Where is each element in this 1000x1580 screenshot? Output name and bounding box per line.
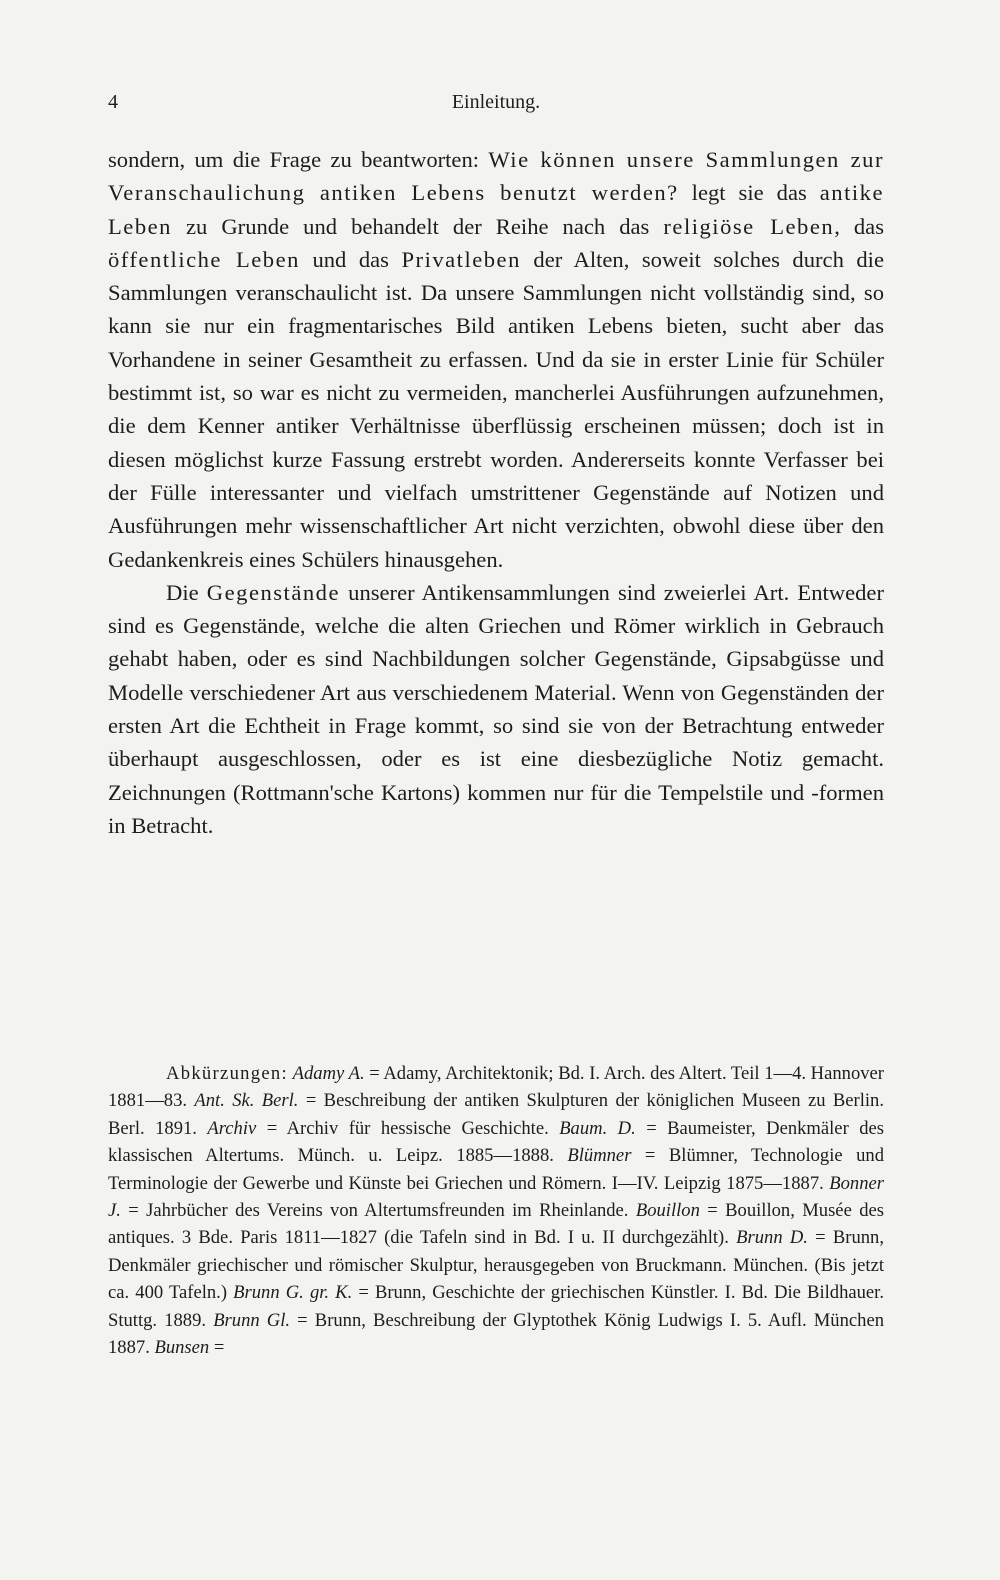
spaced-term: Privatleben xyxy=(401,246,521,272)
text-run: = Blümner, Technologie und Terminologie der Gewerbe und Künste bei Griechen und Römern. I—IV. Leipzig 1875—1887. xyxy=(108,1145,884,1194)
abbreviation: Bonner J. xyxy=(108,1172,884,1222)
text-run: zu Grunde und behandelt der Reihe nach das xyxy=(171,213,664,239)
text-run: = Brunn, Beschreibung der Glyptothek König Ludwigs I. 5. Aufl. München 1887. xyxy=(108,1309,884,1359)
text-run: , das xyxy=(834,213,884,239)
abbreviation: Bunsen xyxy=(154,1337,210,1359)
spaced-term: öffentliche Leben xyxy=(108,246,300,272)
abbreviation: Blümner xyxy=(567,1145,632,1167)
text-run: = xyxy=(209,1337,225,1359)
spaced-term: antike Leben xyxy=(108,180,884,239)
spaced-term: Gegenstände xyxy=(206,579,340,605)
text-run: = Archiv für hessische Geschichte. xyxy=(256,1117,560,1139)
text-run: sondern, um die Frage zu beantworten: xyxy=(108,147,489,172)
abbreviation: Ant. Sk. Berl. xyxy=(194,1090,299,1112)
text-run: = Jahrbücher des Vereins von Altertumsfreunden im Rheinlande. xyxy=(120,1200,636,1222)
abbreviation: Adamy A. xyxy=(292,1063,365,1084)
running-title: Einleitung. xyxy=(451,91,541,113)
spaced-term: religiöse Leben xyxy=(663,213,835,239)
abbreviation: Archiv xyxy=(207,1117,257,1139)
abbreviation: Bouillon xyxy=(635,1200,700,1222)
abbreviation: Baum. D. xyxy=(559,1117,636,1139)
text-run: unserer Antikensammlungen sind zweierlei Art. Entweder sind es Gegenstände, welche die alten Griechen und Römer wirklich in Gebrauch gehabt haben, oder es sind Nachbildungen solcher Gegenstände, Gipsabgüsse und Modelle verschiedener Art aus verschiedenem Material. Wenn von Gegenständen der ersten Art die Echtheit in Frage kommt, so sind sie von der Betrachtung entweder überhaupt ausgeschlossen, oder es ist eine diesbezügliche Notiz gemacht. Zeichnungen (Rottmann'sche Kartons) kommen nur für die Tempelstile und -formen in Betracht. xyxy=(108,579,884,838)
paragraph-2 xyxy=(108,576,884,842)
footnote-paragraph xyxy=(108,1060,884,1361)
text-run: = Brunn, Geschichte der griechischen Künstler. I. Bd. Die Bildhauer. Stuttg. 1889. xyxy=(108,1282,884,1331)
page-header xyxy=(108,88,884,116)
abbreviations-footnote xyxy=(108,1060,884,1361)
page-number: 4 xyxy=(108,91,118,113)
footnote-heading: Abkürzungen: xyxy=(166,1063,288,1084)
paragraph-1 xyxy=(108,143,884,576)
text-run: und das xyxy=(299,246,402,272)
text-run: Die xyxy=(166,579,207,605)
text-run: = Adamy, Architektonik; Bd. I. Arch. des Altert. Teil 1—4. Hannover 1881—83. xyxy=(108,1063,884,1112)
abbreviation: Brunn G. gr. K. xyxy=(233,1282,353,1304)
abbreviation: Brunn Gl. xyxy=(213,1309,291,1331)
text-run: legt sie das xyxy=(678,180,820,206)
abbreviation: Brunn D. xyxy=(736,1227,808,1249)
text-run: = Baumeister, Denkmäler des klassischen Altertums. Münch. u. Leipz. 1885—1888. xyxy=(108,1117,884,1167)
text-run: = Bouillon, Musée des antiques. 3 Bde. Paris 1811—1827 (die Tafeln sind in Bd. I u. II durchgezählt). xyxy=(108,1200,884,1249)
main-text xyxy=(108,143,884,842)
spaced-question: Wie können unsere Sammlungen zur Veranschaulichung antiken Lebens benutzt werden? xyxy=(108,147,884,206)
text-run: = Beschreibung der antiken Skulpturen der königlichen Museen zu Berlin. Berl. 1891. xyxy=(108,1090,884,1139)
text-run: der Alten, soweit solches durch die Sammlungen veranschaulicht ist. Da unsere Sammlungen nicht vollständig sind, so kann sie nur ein fragmentarisches Bild antiken Lebens bieten, sucht aber das Vorhandene in seiner Gesamtheit zu erfassen. Und da sie in erster Linie für Schüler bestimmt ist, so war es nicht zu vermeiden, mancherlei Ausführungen aufzunehmen, die dem Kenner antiker Verhältnisse überflüssig erscheinen müssen; doch ist in diesen möglichst kurze Fassung erstrebt worden. Andererseits konnte Verfasser bei der Fülle interessanter und vielfach umstrittener Gegenstände auf Notizen und Ausführungen mehr wissenschaftlicher Art nicht verzichten, obwohl diese über den Gedankenkreis eines Schülers hinausgehen. xyxy=(108,246,884,572)
text-run: = Brunn, Denkmäler griechischer und römischer Skulptur, herausgegeben von Bruckmann. München. (Bis jetzt ca. 400 Tafeln.) xyxy=(108,1227,884,1304)
